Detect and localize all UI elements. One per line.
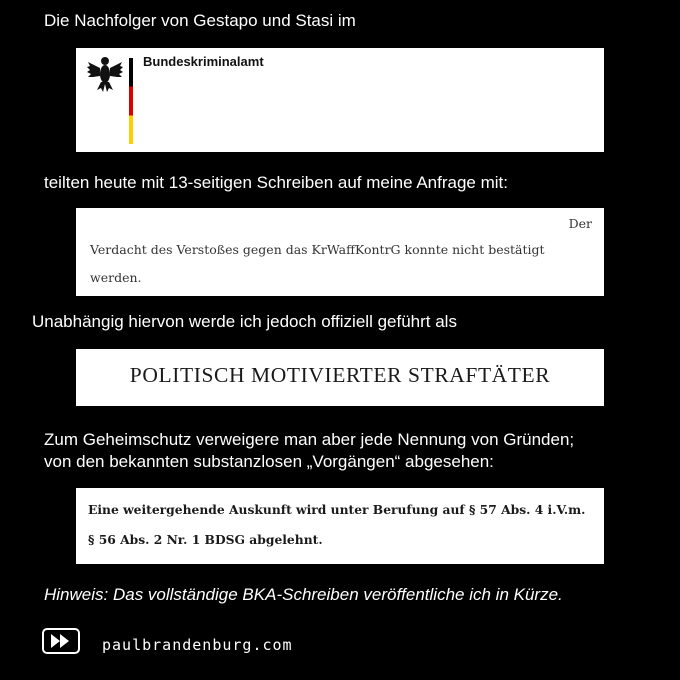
- quote-fragment: Der: [568, 216, 592, 231]
- statement-text: teilten heute mit 13-seitigen Schreiben auf meine Anfrage mit:: [44, 173, 508, 192]
- quote-line: § 56 Abs. 2 Nr. 1 BDSG abgelehnt.: [88, 532, 323, 547]
- quote-line: Eine weitergehende Auskunft wird unter Berufung auf § 57 Abs. 4 i.V.m.: [88, 502, 586, 517]
- fast-forward-icon: [42, 628, 80, 654]
- note-text: Hinweis: Das vollständige BKA-Schreiben veröffentliche ich in Kürze.: [44, 585, 563, 604]
- quote-box-verdict: [76, 208, 604, 296]
- federal-eagle-icon: [86, 54, 124, 94]
- stamp-box: [76, 349, 604, 406]
- stamp-label: POLITISCH MOTIVIERTER STRAFTÄTER: [129, 363, 551, 387]
- quote-line: werden.: [90, 270, 142, 285]
- heading-text: Die Nachfolger von Gestapo und Stasi im: [44, 11, 356, 30]
- german-flag-bar: [129, 58, 133, 144]
- org-name: Bundeskriminalamt: [143, 54, 264, 69]
- statement-text: Zum Geheimschutz verweigere man aber jede Nennung von Gründen;: [44, 430, 575, 449]
- quote-line: Verdacht des Verstoßes gegen das KrWaffKontrG konnte nicht bestätigt: [90, 242, 545, 257]
- statement-text: Unabhängig hiervon werde ich jedoch offiziell geführt als: [32, 312, 457, 331]
- website-link[interactable]: paulbrandenburg.com: [102, 636, 293, 654]
- statement-text: von den bekannten substanzlosen „Vorgängen“ abgesehen:: [44, 452, 494, 471]
- letterhead-box: [76, 48, 604, 152]
- quote-box-refusal: [76, 488, 604, 564]
